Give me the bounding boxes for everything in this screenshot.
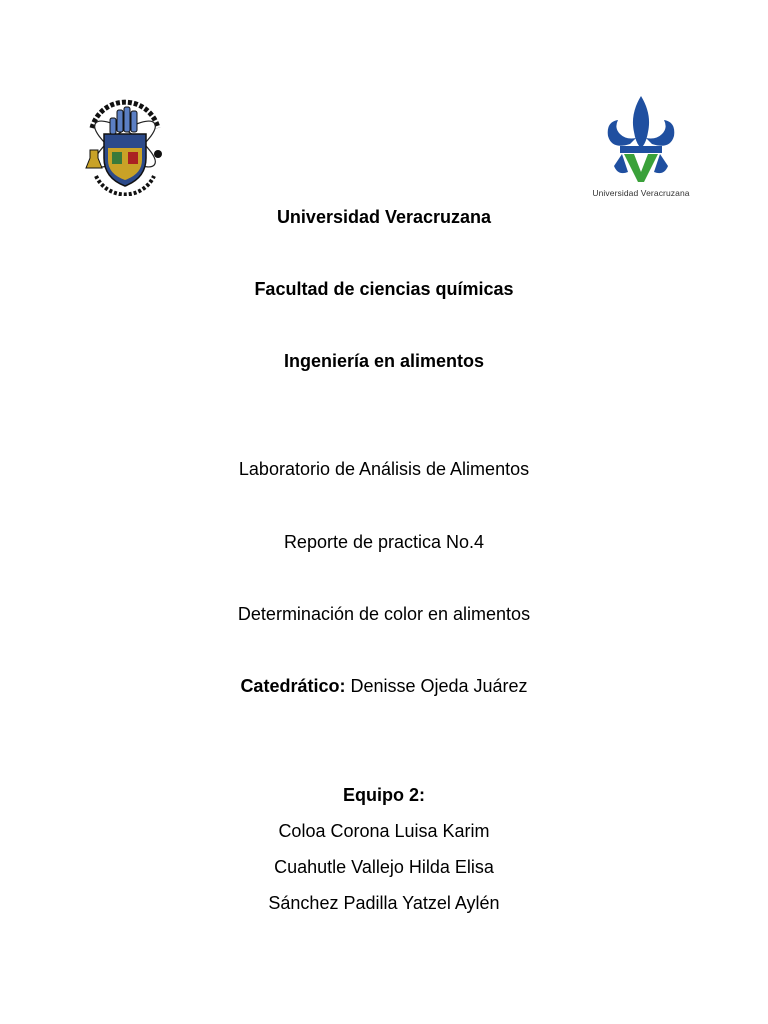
practice-number: Reporte de practica No.4 xyxy=(283,532,485,552)
uv-logo xyxy=(578,92,704,204)
faculty-title: Facultad de ciencias químicas xyxy=(254,279,514,299)
team-title: Equipo 2: xyxy=(343,785,425,805)
team-member: Sánchez Padilla Yatzel Aylén xyxy=(268,893,500,913)
program-title: Ingeniería en alimentos xyxy=(283,351,485,371)
university-title: Universidad Veracruzana xyxy=(276,207,492,227)
course-name: Laboratorio de Análisis de Alimentos xyxy=(238,459,530,479)
uv-logo-caption: Universidad Veracruzana xyxy=(592,188,690,198)
team-member: Coloa Corona Luisa Karim xyxy=(278,821,490,841)
practice-topic: Determinación de color en alimentos xyxy=(237,604,531,624)
faculty-seal-logo xyxy=(82,92,168,196)
team-member: Cuahutle Vallejo Hilda Elisa xyxy=(274,857,494,877)
professor-name: Denisse Ojeda Juárez xyxy=(345,676,528,696)
seal-icon xyxy=(82,92,168,196)
fleur-de-lis-icon xyxy=(578,92,704,184)
professor-label: Catedrático: xyxy=(240,676,346,696)
professor-line xyxy=(0,675,768,697)
